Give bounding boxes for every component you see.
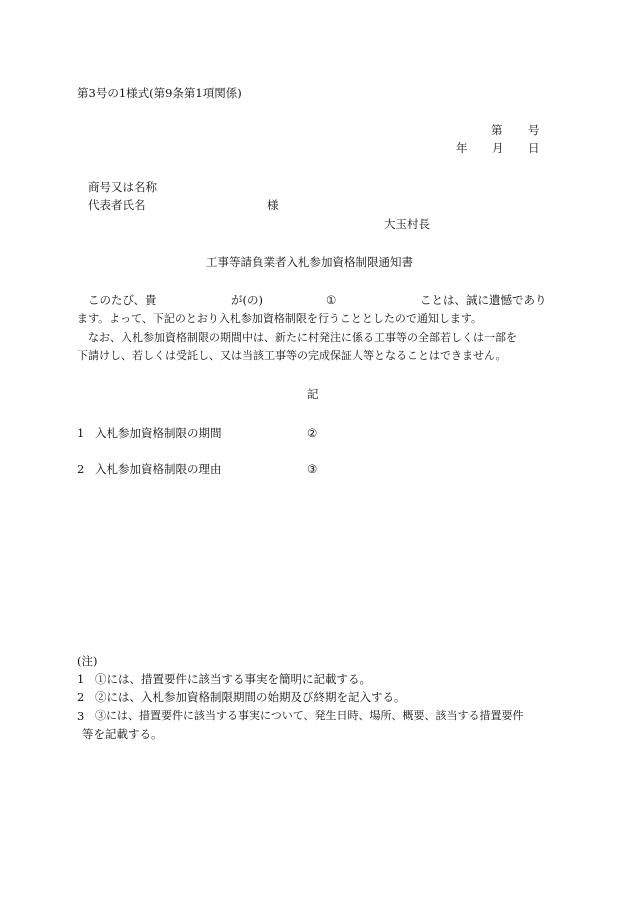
body-line4: 下請けし、若しくは受託し、又は当該工事等の完成保証人等となることはできません。 <box>77 349 507 362</box>
note-number: 2 <box>77 690 85 704</box>
item-number: 1 <box>77 426 85 440</box>
body-mark-1: ① <box>326 293 337 307</box>
note-number: 1 <box>77 672 85 686</box>
sender: 大玉村長 <box>384 217 430 231</box>
body-line1-a: このたび、貴 <box>88 293 157 307</box>
body-line1-c: ことは、誠に遺憾であり <box>420 293 547 307</box>
ki-heading: 記 <box>307 387 319 401</box>
body-line2: ます。よって、下記のとおり入札参加資格制限を行うこととしたので通知します。 <box>77 312 483 325</box>
item-mark: ③ <box>307 462 318 476</box>
representative-label: 代表者氏名 <box>88 198 146 212</box>
note-text: ②には、入札参加資格制限期間の始期及び終期を記入する。 <box>95 690 406 704</box>
company-label: 商号又は名称 <box>88 180 157 194</box>
body-line1-b: が(の) <box>231 293 263 307</box>
note-text: ①には、措置要件に該当する事実を簡明に記載する。 <box>95 672 371 686</box>
notes-heading: (注) <box>77 654 98 668</box>
number-go: 号 <box>528 123 540 137</box>
form-header: 第3号の1様式(第9条第1項関係) <box>77 86 242 100</box>
item-number: 2 <box>77 462 85 476</box>
date-month: 月 <box>492 141 504 155</box>
item-mark: ② <box>307 426 318 440</box>
date-year: 年 <box>456 141 468 155</box>
item-label: 入札参加資格制限の理由 <box>95 462 222 476</box>
body-line3: なお、入札参加資格制限の期間中は、新たに村発注に係る工事等の全部若しくは一部を <box>88 331 517 344</box>
note-continuation: 等を記載する。 <box>82 727 163 741</box>
item-label: 入札参加資格制限の期間 <box>95 426 222 440</box>
date-day: 日 <box>528 141 540 155</box>
number-dai: 第 <box>491 123 503 137</box>
note-number: 3 <box>77 709 85 723</box>
document-title: 工事等請負業者入札参加資格制限通知書 <box>206 255 413 269</box>
honorific: 様 <box>267 198 279 212</box>
note-text: ③には、措置要件に該当する事実について、発生日時、場所、概要、該当する措置要件 <box>95 709 524 722</box>
